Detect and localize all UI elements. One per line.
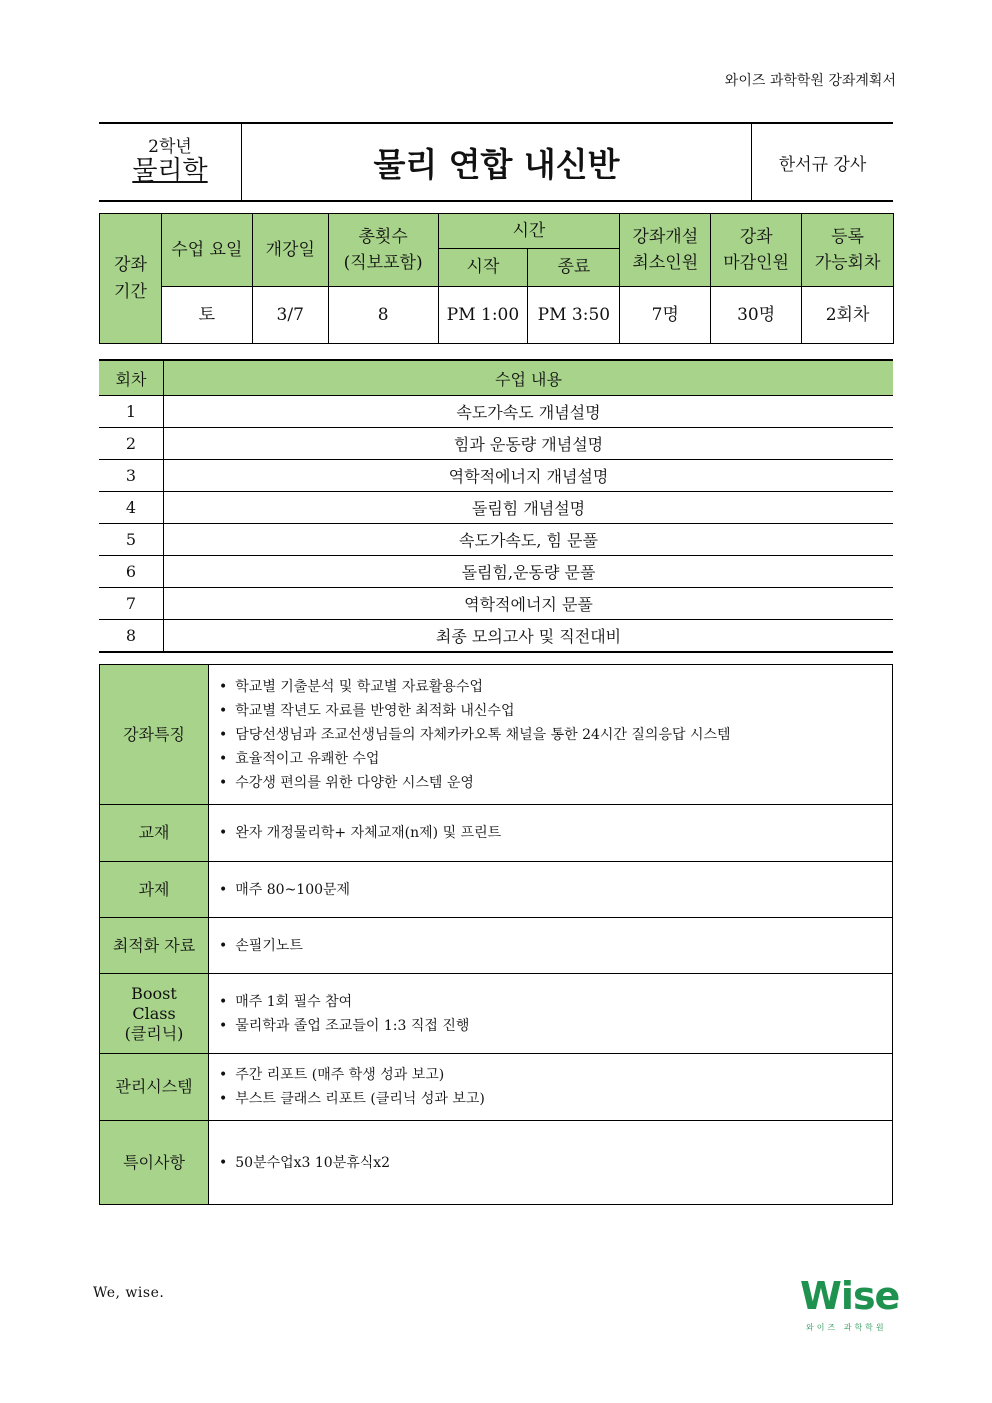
- session-content: 돌림힘,운동량 문풀: [164, 556, 894, 588]
- info-row-notes: [100, 1121, 893, 1205]
- session-content: 속도가속도 개념설명: [164, 396, 894, 428]
- list-item: • 학교별 작년도 자료를 반영한 최적화 내신수업: [219, 699, 892, 723]
- title-table: [99, 122, 893, 202]
- boost-list: [219, 990, 892, 1038]
- total-sessions-value: 8: [328, 287, 438, 344]
- session-row: [99, 524, 893, 556]
- session-num-header: 회차: [99, 360, 164, 396]
- logo-subtitle: 와이즈 과학학원: [806, 1323, 887, 1332]
- textbook-list: [219, 821, 892, 845]
- materials-label: 최적화 자료: [100, 918, 209, 974]
- info-row-management: [100, 1054, 893, 1121]
- session-num: 8: [99, 620, 164, 653]
- textbook-label: 교재: [100, 805, 209, 862]
- homework-label: 과제: [100, 862, 209, 918]
- start-date-header: 개강일: [252, 214, 328, 287]
- list-item: • 손필기노트: [219, 934, 892, 958]
- time-end-header: 종료: [528, 249, 620, 287]
- session-content-header: 수업 내용: [164, 360, 894, 396]
- homework-list: [219, 878, 892, 902]
- session-num: 3: [99, 460, 164, 492]
- info-row-textbook: [100, 805, 893, 862]
- grade-label: 2학년: [148, 137, 192, 158]
- session-num: 5: [99, 524, 164, 556]
- time-start-value: PM 1:00: [438, 287, 528, 344]
- session-content: 역학적에너지 문풀: [164, 588, 894, 620]
- sessions-table: [99, 359, 893, 653]
- course-title: 물리 연합 내신반: [242, 123, 752, 201]
- session-row: [99, 492, 893, 524]
- logo-wordmark: Wise: [800, 1274, 900, 1318]
- list-item: • 효율적이고 유쾌한 수업: [219, 747, 892, 771]
- notes-list: [219, 1151, 892, 1175]
- reg-sessions-value: 2회차: [802, 287, 894, 344]
- session-content: 최종 모의고사 및 직전대비: [164, 620, 894, 653]
- info-table: [99, 664, 893, 1205]
- session-content: 역학적에너지 개념설명: [164, 460, 894, 492]
- list-item: • 주간 리포트 (매주 학생 성과 보고): [219, 1063, 892, 1087]
- day-value: 토: [161, 287, 252, 344]
- time-start-header: 시작: [438, 249, 528, 287]
- info-row-features: [100, 665, 893, 805]
- session-content: 돌림힘 개념설명: [164, 492, 894, 524]
- max-enroll-value: 30명: [711, 287, 802, 344]
- session-num: 4: [99, 492, 164, 524]
- session-row: [99, 428, 893, 460]
- session-num: 2: [99, 428, 164, 460]
- day-header: 수업 요일: [161, 214, 252, 287]
- min-enroll-header: 강좌개설 최소인원: [620, 214, 711, 287]
- instructor-name: 한서규 강사: [752, 123, 894, 201]
- total-sessions-header: 총횟수 (직보포함): [328, 214, 438, 287]
- max-enroll-header: 강좌 마감인원: [711, 214, 802, 287]
- list-item: • 부스트 클래스 리포트 (클리닉 성과 보고): [219, 1087, 892, 1111]
- info-row-boost: [100, 974, 893, 1054]
- start-date-value: 3/7: [252, 287, 328, 344]
- grade-subject-cell: [99, 123, 242, 201]
- list-item: • 수강생 편의를 위한 다양한 시스템 운영: [219, 771, 892, 795]
- info-row-materials: [100, 918, 893, 974]
- session-row: [99, 460, 893, 492]
- subject-label: 물리학: [132, 156, 208, 187]
- boost-label: Boost Class (클리닉): [100, 974, 209, 1054]
- features-list: [219, 675, 892, 795]
- notes-label: 특이사항: [100, 1121, 209, 1205]
- list-item: • 학교별 기출분석 및 학교별 자료활용수업: [219, 675, 892, 699]
- session-content: 힘과 운동량 개념설명: [164, 428, 894, 460]
- session-num: 6: [99, 556, 164, 588]
- session-row: [99, 588, 893, 620]
- info-row-homework: [100, 862, 893, 918]
- wise-logo: [796, 1274, 900, 1336]
- period-label: 강좌 기간: [100, 214, 162, 344]
- time-end-value: PM 3:50: [528, 287, 620, 344]
- min-enroll-value: 7명: [620, 287, 711, 344]
- time-header: 시간: [438, 214, 620, 249]
- session-content: 속도가속도, 힘 문풀: [164, 524, 894, 556]
- materials-list: [219, 934, 892, 958]
- footer-slogan: We, wise.: [93, 1285, 165, 1301]
- list-item: • 완자 개정물리학+ 자체교재(n제) 및 프린트: [219, 821, 892, 845]
- reg-sessions-header: 등록 가능회차: [802, 214, 894, 287]
- list-item: • 매주 1회 필수 참여: [219, 990, 892, 1014]
- session-row: [99, 396, 893, 428]
- session-row: [99, 620, 893, 653]
- schedule-table: [99, 213, 894, 344]
- list-item: • 50분수업x3 10분휴식x2: [219, 1151, 892, 1175]
- management-list: [219, 1063, 892, 1111]
- list-item: • 매주 80~100문제: [219, 878, 892, 902]
- list-item: • 물리학과 졸업 조교들이 1:3 직접 진행: [219, 1014, 892, 1038]
- session-num: 1: [99, 396, 164, 428]
- list-item: • 담당선생님과 조교선생님들의 자체카카오톡 채널을 통한 24시간 질의응답 시스템: [219, 723, 892, 747]
- management-label: 관리시스템: [100, 1054, 209, 1121]
- document-label: 와이즈 과학학원 강좌계획서: [724, 73, 896, 89]
- session-row: [99, 556, 893, 588]
- session-num: 7: [99, 588, 164, 620]
- features-label: 강좌특징: [100, 665, 209, 805]
